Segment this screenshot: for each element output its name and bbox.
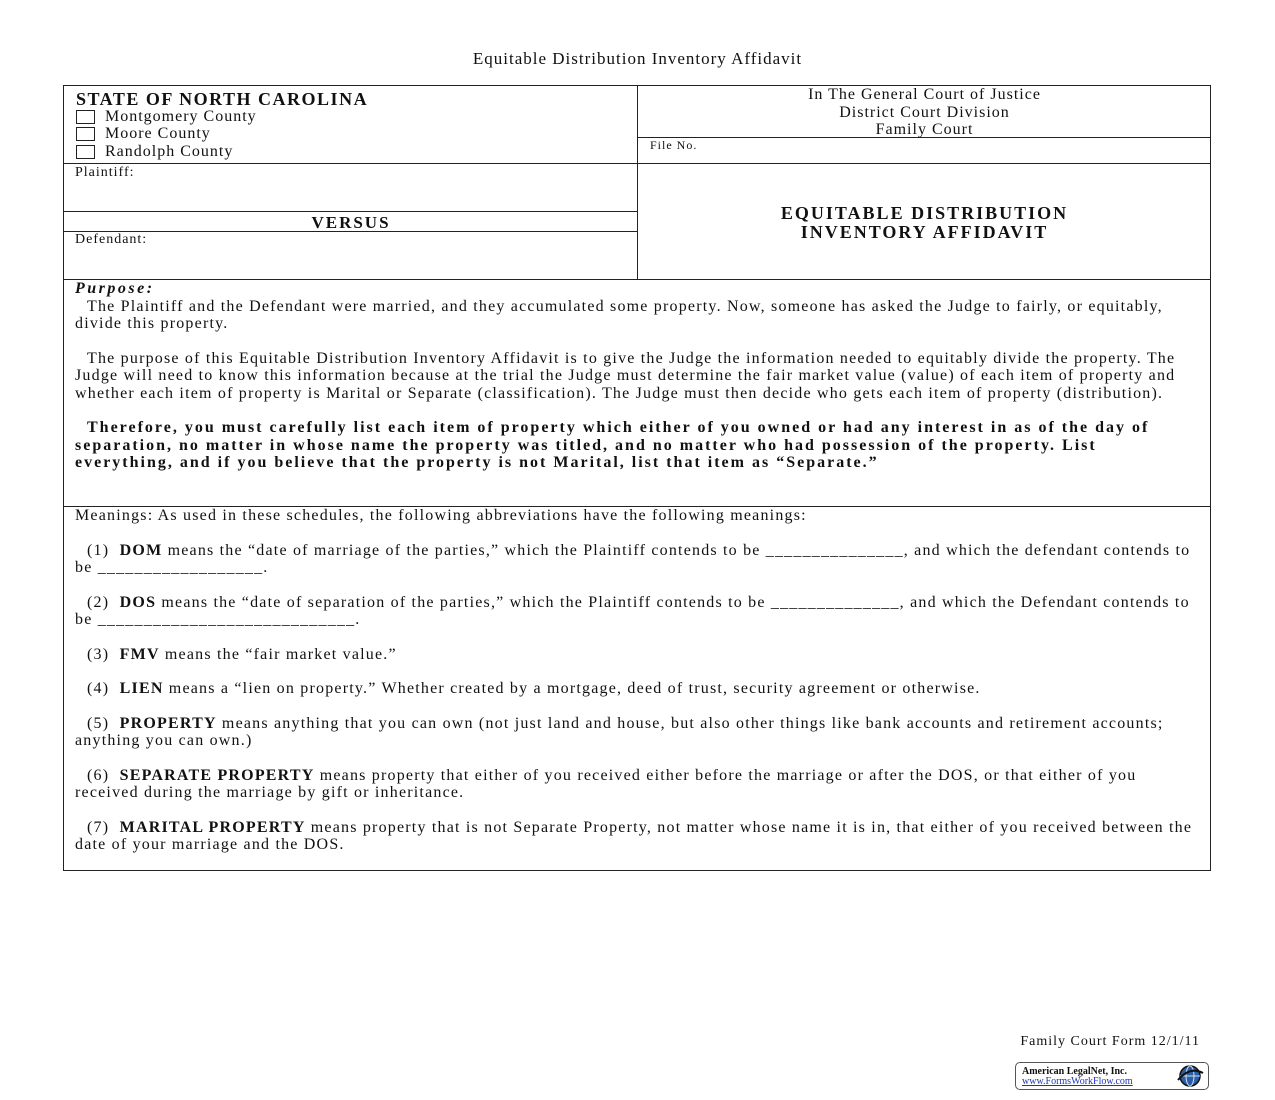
county-option-moore[interactable] xyxy=(76,126,257,144)
definition-text: means a “lien on property.” Whether created by a mortgage, deed of trust, security agreement or otherwise. xyxy=(163,680,981,697)
definition-dos: (2) DOS means the “date of separation of the parties,” which the Plaintiff contends to be ______________, and which the Defendant contends to be ____________________________. xyxy=(75,593,1190,628)
purpose-heading: Purpose: xyxy=(75,280,155,297)
definition-property: (5) PROPERTY means anything that you can own (not just land and house, but also other things like bank accounts and retirement accounts; anything you can own.) xyxy=(75,714,1164,749)
instruction-paragraph: Therefore, you must carefully list each item of property which either of you owned or had any interest in as of the day of separation, no matter in whose name the property was titled, and no matter who had possession of the property. List everything, and if you believe that the property is not Marital, list that item as “Separate.” xyxy=(75,419,1150,471)
definition-lien: (4) LIEN means a “lien on property.” Whether created by a mortgage, deed of trust, security agreement or otherwise. xyxy=(87,680,981,697)
plaintiff-field[interactable]: Plaintiff: xyxy=(75,165,135,180)
definition-term: DOS xyxy=(119,593,157,611)
definition-fmv: (3) FMV means the “fair market value.” xyxy=(87,645,397,663)
definition-text: means property that either of you received either before the marriage or after the DOS, or that either of you received during the marriage by gift or inheritance. xyxy=(75,766,1137,801)
checkbox-icon[interactable] xyxy=(76,110,95,124)
company-url[interactable]: www.FormsWorkFlow.com xyxy=(1022,1076,1133,1087)
definition-term: MARITAL PROPERTY xyxy=(119,818,306,836)
definition-text: means the “date of marriage of the parties,” which the Plaintiff contends to be _______________, and which the defendant contends to be __________________. xyxy=(75,541,1191,576)
definition-text: means anything that you can own (not just land and house, but also other things like bank accounts and retirement accounts; anything you can own.) xyxy=(75,714,1164,749)
checkbox-icon[interactable] xyxy=(76,145,95,159)
meanings-section xyxy=(75,507,1201,854)
defendant-field[interactable]: Defendant: xyxy=(75,232,148,247)
globe-icon xyxy=(1172,1064,1206,1088)
document-title: Equitable Distribution Inventory Affidavit xyxy=(472,49,803,68)
definition-term: LIEN xyxy=(119,680,164,697)
caption-rule xyxy=(64,163,1211,164)
court-name: Family Court xyxy=(875,121,974,138)
county-list xyxy=(76,108,257,161)
county-option-randolph[interactable] xyxy=(76,143,257,161)
definition-separate-property: (6) SEPARATE PROPERTY means property that either of you received either before the marriage or after the DOS, or that either of you received during the marriage by gift or inheritance. xyxy=(75,766,1137,801)
file-no-field[interactable]: File No. xyxy=(650,138,698,152)
meanings-intro: Meanings: As used in these schedules, the following abbreviations have the following meanings: xyxy=(75,507,807,524)
court-line: In The General Court of Justice xyxy=(808,86,1041,103)
definition-term: FMV xyxy=(119,645,160,663)
plaintiff-rule xyxy=(64,211,638,212)
checkbox-icon[interactable] xyxy=(76,127,95,141)
form-name-line: INVENTORY AFFIDAVIT xyxy=(800,222,1049,242)
court-heading xyxy=(638,86,1211,139)
versus-label: VERSUS xyxy=(311,213,391,232)
company-name: American LegalNet, Inc. xyxy=(1022,1066,1127,1077)
form-name-line: EQUITABLE DISTRIBUTION xyxy=(780,203,1069,223)
purpose-paragraph: The Plaintiff and the Defendant were married, and they accumulated some property. Now, someone has asked the Judge to fairly, or equitably, divide this property. xyxy=(75,297,1163,332)
court-division: District Court Division xyxy=(839,103,1010,121)
definition-marital-property: (7) MARITAL PROPERTY means property that is not Separate Property, not matter whose name it is in, that either of you received between the date of your marriage and the DOS. xyxy=(75,818,1193,853)
county-label: Moore County xyxy=(105,125,211,143)
form-id: Family Court Form 12/1/11 xyxy=(1020,1034,1200,1049)
county-option-montgomery[interactable] xyxy=(76,108,257,126)
county-label: Montgomery County xyxy=(105,107,257,125)
publisher-logo[interactable] xyxy=(1015,1062,1209,1090)
purpose-section xyxy=(75,280,1201,472)
definition-text: means the “date of separation of the parties,” which the Plaintiff contends to be ______________, and which the Defendant contends to be ____________________________. xyxy=(75,593,1190,628)
purpose-paragraph: The purpose of this Equitable Distribution Inventory Affidavit is to give the Judge the information needed to equitably divide the property. The Judge will need to know this information because at the trial the Judge must determine the fair market value (value) of each item of property and whether each item of property is Marital or Separate (classification). The Judge must then decide who gets each item of property (distribution). xyxy=(75,349,1176,402)
definition-text: means the “fair market value.” xyxy=(159,645,397,663)
definition-term: PROPERTY xyxy=(119,714,217,732)
state-title: STATE OF NORTH CAROLINA xyxy=(76,89,369,109)
affidavit-form xyxy=(63,85,1211,871)
form-name xyxy=(638,204,1211,242)
definition-dom: (1) DOM means the “date of marriage of the parties,” which the Plaintiff contends to be _______________, and which the defendant contends to be __________________. xyxy=(75,541,1191,576)
definition-term: SEPARATE PROPERTY xyxy=(119,766,315,784)
county-label: Randolph County xyxy=(105,142,234,160)
definition-term: DOM xyxy=(119,541,163,559)
definition-text: means property that is not Separate Property, not matter whose name it is in, that either of you received between the date of your marriage and the DOS. xyxy=(75,818,1193,853)
